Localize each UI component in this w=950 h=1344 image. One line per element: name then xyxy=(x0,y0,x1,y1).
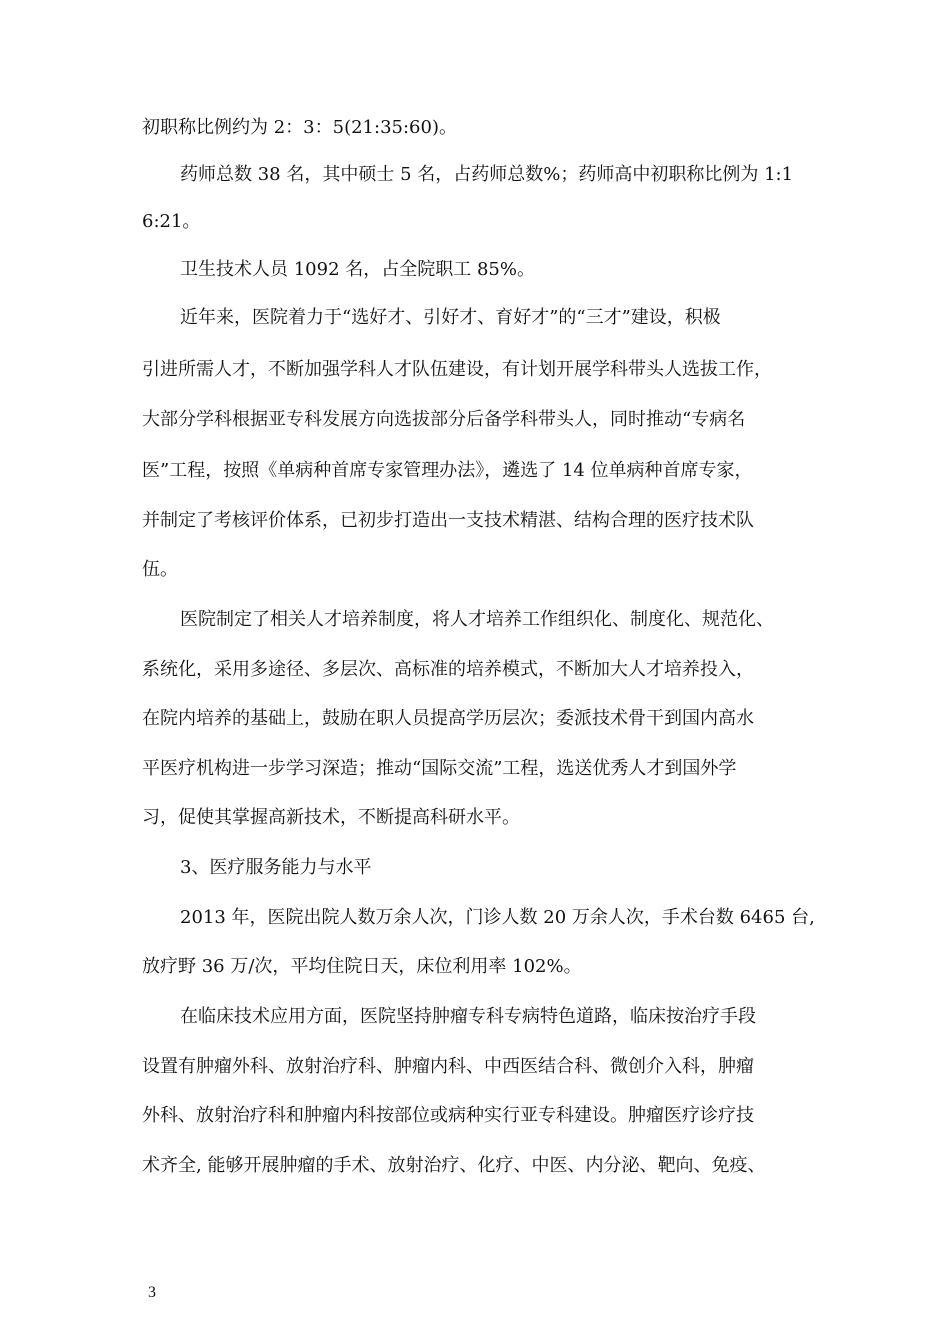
text-line: 初职称比例约为 2：3：5(21:35:60)。 xyxy=(142,117,457,138)
text-line: 医院制定了相关人才培养制度，将人才培养工作组织化、制度化、规范化、 xyxy=(180,609,774,630)
text-line: 外科、放射治疗科和肿瘤内科按部位或病种实行亚专科建设。肿瘤医疗诊疗技 xyxy=(142,1105,754,1126)
text-line: 伍。 xyxy=(142,559,178,580)
text-line: 术齐全, 能够开展肿瘤的手术、放射治疗、化疗、中医、内分泌、靶向、免疫、 xyxy=(142,1155,766,1176)
text-line: 并制定了考核评价体系，已初步打造出一支技术精湛、结构合理的医疗技术队 xyxy=(142,510,754,531)
text-line: 在临床技术应用方面，医院坚持肿瘤专科专病特色道路，临床按治疗手段 xyxy=(180,1006,756,1027)
page-number: 3 xyxy=(148,1284,156,1301)
text-line: 近年来，医院着力于“选好才、引好才、育好才”的“三才”建设，积极 xyxy=(180,307,721,328)
text-line: 习，促使其掌握高新技术，不断提高科研水平。 xyxy=(142,807,520,828)
text-line: 药师总数 38 名，其中硕士 5 名，占药师总数%；药师高中初职称比例为 1:1 xyxy=(180,164,794,185)
text-line: 卫生技术人员 1092 名，占全院职工 85%。 xyxy=(180,259,535,280)
text-line: 设置有肿瘤外科、放射治疗科、肿瘤内科、中西医结合科、微创介入科，肿瘤 xyxy=(142,1056,754,1077)
text-line: 医”工程，按照《单病种首席专家管理办法》，遴选了 14 位单病种首席专家， xyxy=(142,460,753,481)
text-line: 引进所需人才，不断加强学科人才队伍建设，有计划开展学科带头人选拔工作， xyxy=(142,359,772,380)
text-line: 6:21。 xyxy=(142,211,201,232)
text-line: 2013 年，医院出院人数万余人次，门诊人数 20 万余人次，手术台数 6465 台, xyxy=(180,907,815,928)
text-line: 大部分学科根据亚专科发展方向选拔部分后备学科带头人，同时推动“专病名 xyxy=(142,409,746,430)
section-heading: 3、医疗服务能力与水平 xyxy=(180,857,372,878)
text-line: 平医疗机构进一步学习深造；推动“国际交流”工程，选送优秀人才到国外学 xyxy=(142,758,737,779)
text-line: 放疗野 36 万/次，平均住院日天，床位利用率 102%。 xyxy=(142,956,582,977)
text-line: 在院内培养的基础上，鼓励在职人员提高学历层次；委派技术骨干到国内高水 xyxy=(142,708,754,729)
text-line: 系统化，采用多途径、多层次、高标准的培养模式，不断加大人才培养投入， xyxy=(142,659,754,680)
